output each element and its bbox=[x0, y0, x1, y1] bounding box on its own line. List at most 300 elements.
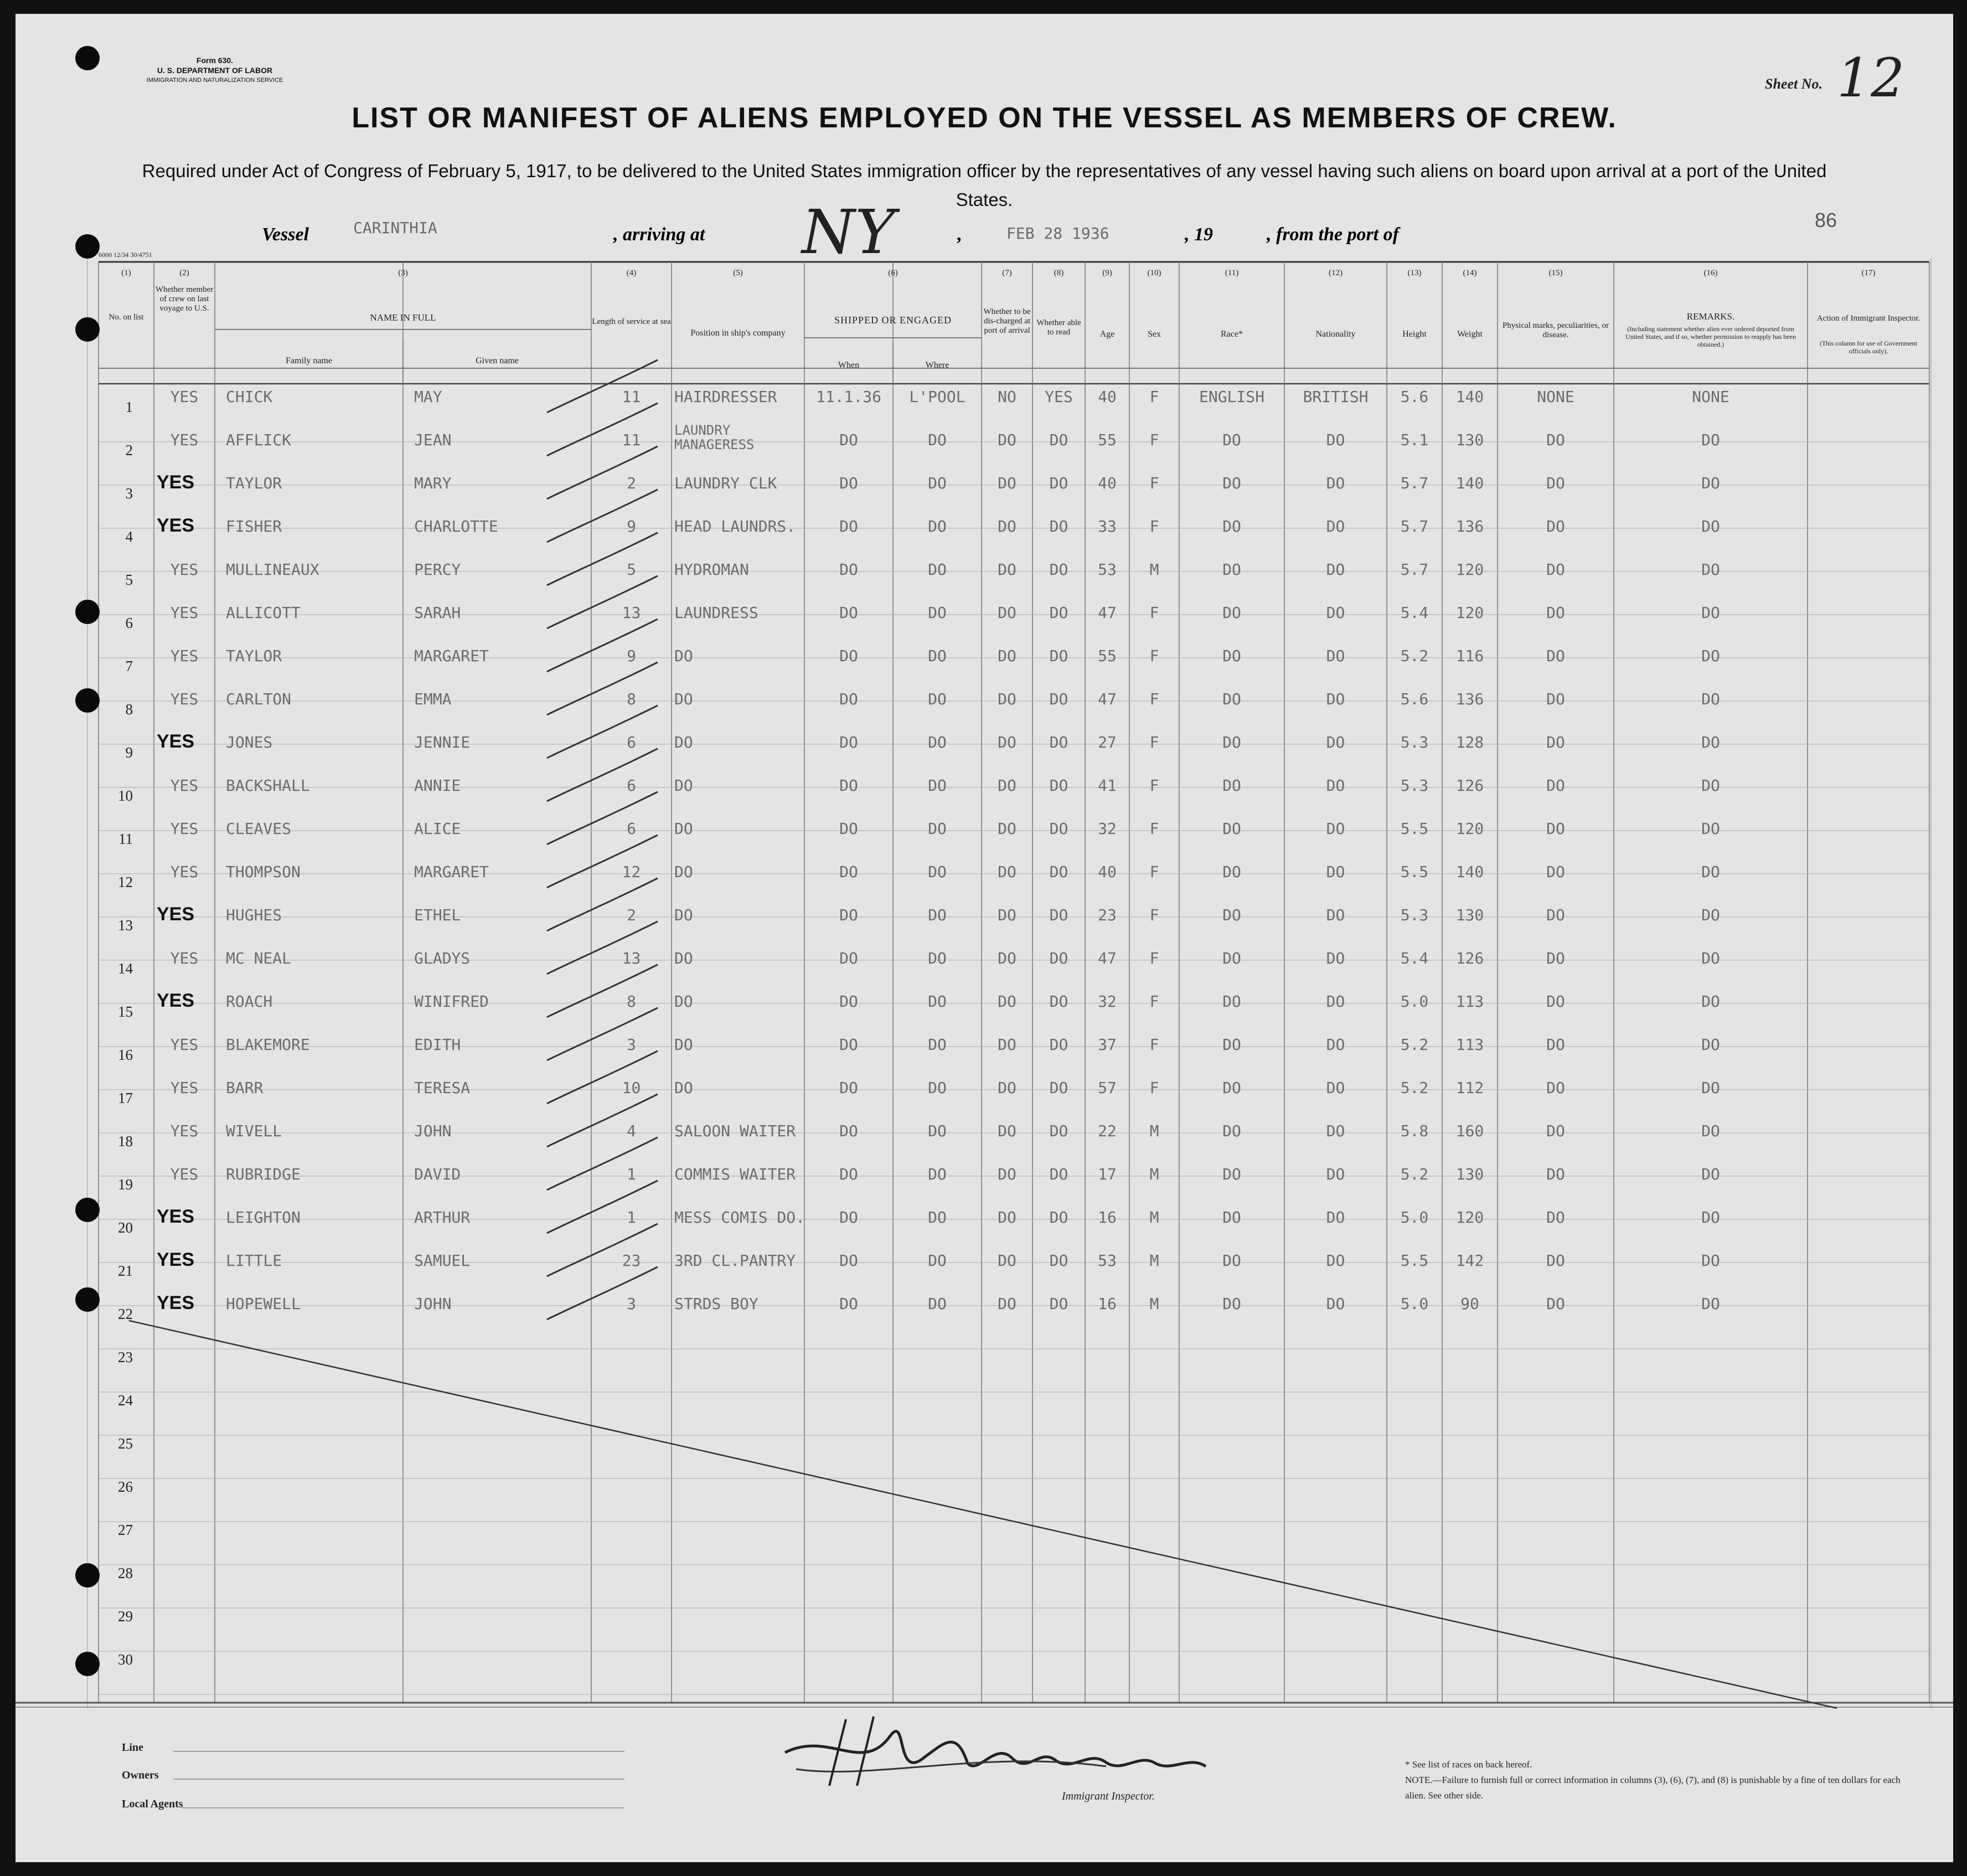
cell-given: MAY bbox=[414, 388, 442, 406]
cell-nationality: DO bbox=[1326, 560, 1345, 579]
cell-position: STRDS BOY bbox=[674, 1295, 758, 1313]
footnote-note bbox=[1405, 1757, 1903, 1803]
cell-where: DO bbox=[928, 690, 947, 708]
cell-when: DO bbox=[839, 1165, 858, 1183]
cell-read: DO bbox=[1049, 733, 1068, 751]
cell-where: DO bbox=[928, 517, 947, 535]
cell-race: DO bbox=[1222, 517, 1241, 535]
cell-remarks: NONE bbox=[1692, 388, 1729, 406]
yes-stamp: YES bbox=[157, 472, 195, 493]
cell-sex: F bbox=[1149, 992, 1159, 1011]
col-num-5: (5) bbox=[733, 269, 743, 277]
from-port-label: , from the port of bbox=[1267, 224, 1399, 245]
cell-remarks: DO bbox=[1701, 1208, 1720, 1226]
cell-nationality: DO bbox=[1326, 733, 1345, 751]
cell-age: 53 bbox=[1098, 1251, 1117, 1270]
line-number-86: 86 bbox=[1815, 209, 1837, 231]
vessel-name: CARINTHIA bbox=[353, 219, 437, 237]
row-number: 24 bbox=[118, 1392, 133, 1409]
punch-hole bbox=[75, 317, 100, 342]
cell-where: DO bbox=[928, 560, 947, 579]
cell-discharged: DO bbox=[998, 1122, 1016, 1140]
cell-marks: DO bbox=[1546, 431, 1565, 449]
local-agents-label: Local Agents bbox=[122, 1798, 183, 1810]
cell-service: 8 bbox=[627, 992, 636, 1011]
cell-read: DO bbox=[1049, 517, 1068, 535]
cell-position: DO bbox=[674, 992, 693, 1011]
cell-nationality: DO bbox=[1326, 863, 1345, 881]
cell-service: 5 bbox=[627, 560, 636, 579]
cell-where: DO bbox=[928, 474, 947, 492]
cell-age: 40 bbox=[1098, 388, 1117, 406]
cell-where: DO bbox=[928, 647, 947, 665]
cell-age: 32 bbox=[1098, 820, 1117, 838]
row-number: 25 bbox=[118, 1435, 133, 1452]
cell-age: 57 bbox=[1098, 1079, 1117, 1097]
cell-read: DO bbox=[1049, 604, 1068, 622]
subtitle: Required under Act of Congress of February 5, 1917, to be delivered to the United States immigration officer by the representatives of any vessel having such aliens on board upon arrival at a port of the United States. bbox=[142, 161, 1827, 210]
cell-position: 3RD CL.PANTRY bbox=[674, 1251, 796, 1270]
cell-sex: F bbox=[1149, 474, 1159, 492]
cell-race: DO bbox=[1222, 992, 1241, 1011]
col-header-weight: Weight bbox=[1457, 329, 1483, 339]
cell-discharged: DO bbox=[998, 517, 1016, 535]
cell-marks: DO bbox=[1546, 1251, 1565, 1270]
cell-race: DO bbox=[1222, 820, 1241, 838]
cell-marks: DO bbox=[1546, 560, 1565, 579]
cell-height: 5.7 bbox=[1400, 517, 1429, 535]
cell-position: DO bbox=[674, 690, 693, 708]
col-header-race: Race* bbox=[1221, 329, 1243, 339]
cell-sex: M bbox=[1149, 560, 1159, 579]
cell-race: DO bbox=[1222, 1035, 1241, 1054]
cell-prev: YES bbox=[170, 820, 199, 838]
cell-nationality: DO bbox=[1326, 474, 1345, 492]
cell-prev: YES bbox=[170, 431, 199, 449]
cell-family: CARLTON bbox=[226, 690, 292, 708]
cell-remarks: DO bbox=[1701, 1251, 1720, 1270]
cell-age: 33 bbox=[1098, 517, 1117, 535]
cell-race: DO bbox=[1222, 1295, 1241, 1313]
cell-weight: 126 bbox=[1455, 776, 1484, 795]
cell-where: L'POOL bbox=[909, 388, 966, 406]
cell-discharged: DO bbox=[998, 1035, 1016, 1054]
cell-prev: YES bbox=[170, 647, 199, 665]
cell-position: DO bbox=[674, 906, 693, 924]
cell-discharged: DO bbox=[998, 1295, 1016, 1313]
cell-given: ARTHUR bbox=[414, 1208, 471, 1226]
cell-weight: 120 bbox=[1455, 560, 1484, 579]
cell-when: DO bbox=[839, 690, 858, 708]
cell-age: 47 bbox=[1098, 690, 1117, 708]
row-number: 19 bbox=[118, 1176, 133, 1193]
cell-where: DO bbox=[928, 1165, 947, 1183]
col-num-16: (16) bbox=[1703, 269, 1718, 277]
col-header-remarks-note: (Including statement whether alien ever ordered deported from United States, and if so, whether permission to reapply has been obtained.) bbox=[1625, 325, 1796, 348]
cell-sex: F bbox=[1149, 431, 1159, 449]
col-header-where: Where bbox=[925, 360, 949, 370]
cell-service: 11 bbox=[622, 431, 641, 449]
yes-stamp: YES bbox=[157, 731, 195, 752]
cell-given: MARY bbox=[414, 474, 452, 492]
cell-read: DO bbox=[1049, 1251, 1068, 1270]
row-number: 28 bbox=[118, 1565, 133, 1581]
yes-stamp: YES bbox=[157, 515, 195, 536]
col-header-discharged: Whether to be dis-charged at port of arrival bbox=[983, 307, 1031, 335]
cell-nationality: DO bbox=[1326, 647, 1345, 665]
cell-sex: F bbox=[1149, 647, 1159, 665]
cell-service: 9 bbox=[627, 647, 636, 665]
cell-height: 5.2 bbox=[1400, 1079, 1429, 1097]
cell-remarks: DO bbox=[1701, 604, 1720, 622]
cell-weight: 128 bbox=[1455, 733, 1484, 751]
cell-age: 16 bbox=[1098, 1295, 1117, 1313]
cell-family: LITTLE bbox=[226, 1251, 282, 1270]
cell-family: HOPEWELL bbox=[226, 1295, 301, 1313]
cell-family: AFFLICK bbox=[226, 431, 292, 449]
cell-age: 32 bbox=[1098, 992, 1117, 1011]
col-header-sex: Sex bbox=[1148, 329, 1161, 339]
cell-weight: 116 bbox=[1455, 647, 1484, 665]
sheet-number: 12 bbox=[1837, 47, 1905, 109]
cell-nationality: DO bbox=[1326, 1251, 1345, 1270]
footnote-penalty: NOTE.—Failure to furnish full or correct information in columns (3), (6), (7), and (8) is punishable by a fine of ten dollars for each alien. See other side. bbox=[1405, 1775, 1901, 1801]
col-num-8: (8) bbox=[1054, 269, 1064, 277]
cell-race: DO bbox=[1222, 776, 1241, 795]
footnote-races: * See list of races on back hereof. bbox=[1405, 1759, 1532, 1770]
cell-discharged: DO bbox=[998, 1251, 1016, 1270]
cell-family: MULLINEAUX bbox=[226, 560, 319, 579]
cell-family: CHICK bbox=[226, 388, 273, 406]
rule-line bbox=[129, 1321, 1837, 1708]
cell-discharged: DO bbox=[998, 1079, 1016, 1097]
cell-service: 23 bbox=[622, 1251, 641, 1270]
col-num-6: (6) bbox=[888, 269, 898, 277]
col-header-no: No. on list bbox=[109, 313, 144, 322]
col-num-17: (17) bbox=[1861, 269, 1876, 277]
cell-where: DO bbox=[928, 1208, 947, 1226]
cell-sex: F bbox=[1149, 820, 1159, 838]
row-number: 4 bbox=[125, 528, 133, 545]
cell-weight: 140 bbox=[1455, 474, 1484, 492]
cell-where: DO bbox=[928, 863, 947, 881]
cell-weight: 140 bbox=[1455, 863, 1484, 881]
cell-given: JOHN bbox=[414, 1295, 452, 1313]
cell-race: DO bbox=[1222, 906, 1241, 924]
cell-age: 40 bbox=[1098, 863, 1117, 881]
comma-separator: , bbox=[957, 224, 962, 245]
cell-given: WINIFRED bbox=[414, 992, 489, 1011]
cell-nationality: DO bbox=[1326, 1079, 1345, 1097]
cell-remarks: DO bbox=[1701, 517, 1720, 535]
col-num-9: (9) bbox=[1102, 269, 1112, 277]
cell-read: DO bbox=[1049, 863, 1068, 881]
row-number: 21 bbox=[118, 1262, 133, 1279]
cell-read: DO bbox=[1049, 474, 1068, 492]
cell-when: DO bbox=[839, 906, 858, 924]
cell-where: DO bbox=[928, 949, 947, 967]
cell-read: DO bbox=[1049, 906, 1068, 924]
cell-nationality: DO bbox=[1326, 1165, 1345, 1183]
col-num-15: (15) bbox=[1548, 269, 1563, 277]
col-header-action: Action of Immigrant Inspector. bbox=[1816, 314, 1920, 323]
cell-race: DO bbox=[1222, 949, 1241, 967]
cell-family: MC NEAL bbox=[226, 949, 292, 967]
cell-discharged: DO bbox=[998, 431, 1016, 449]
cell-discharged: DO bbox=[998, 1165, 1016, 1183]
cell-race: DO bbox=[1222, 1122, 1241, 1140]
punch-hole bbox=[75, 234, 100, 259]
cell-nationality: DO bbox=[1326, 776, 1345, 795]
cell-age: 47 bbox=[1098, 949, 1117, 967]
form-number: Form 630. bbox=[196, 56, 234, 65]
cell-sex: M bbox=[1149, 1251, 1159, 1270]
row-number: 23 bbox=[118, 1349, 133, 1365]
cell-age: 23 bbox=[1098, 906, 1117, 924]
row-number: 2 bbox=[125, 442, 133, 458]
cell-given: EMMA bbox=[414, 690, 452, 708]
punch-hole bbox=[75, 46, 100, 70]
cell-height: 5.1 bbox=[1400, 431, 1429, 449]
cell-height: 5.0 bbox=[1400, 992, 1429, 1011]
cell-position: LAUNDRY MANAGERESS bbox=[674, 422, 755, 452]
cell-height: 5.6 bbox=[1400, 388, 1429, 406]
cell-height: 5.2 bbox=[1400, 1035, 1429, 1054]
cell-sex: F bbox=[1149, 604, 1159, 622]
row-number: 22 bbox=[118, 1306, 133, 1322]
cell-prev: YES bbox=[170, 1165, 199, 1183]
cell-weight: 120 bbox=[1455, 1208, 1484, 1226]
cell-position: LAUNDRY CLK bbox=[674, 474, 777, 492]
cell-discharged: DO bbox=[998, 733, 1016, 751]
cell-marks: DO bbox=[1546, 1295, 1565, 1313]
cell-when: DO bbox=[839, 517, 858, 535]
cell-height: 5.3 bbox=[1400, 906, 1429, 924]
cell-given: ALICE bbox=[414, 820, 461, 838]
cell-service: 13 bbox=[622, 949, 641, 967]
cell-given: SAMUEL bbox=[414, 1251, 471, 1270]
cell-where: DO bbox=[928, 1035, 947, 1054]
col-num-14: (14) bbox=[1463, 269, 1477, 277]
punch-hole bbox=[75, 1563, 100, 1588]
cell-age: 16 bbox=[1098, 1208, 1117, 1226]
cell-family: TAYLOR bbox=[226, 647, 282, 665]
cell-race: DO bbox=[1222, 431, 1241, 449]
arrival-date: FEB 28 1936 bbox=[1006, 224, 1109, 243]
cell-remarks: DO bbox=[1701, 1079, 1720, 1097]
cell-given: ANNIE bbox=[414, 776, 461, 795]
cell-sex: M bbox=[1149, 1165, 1159, 1183]
col-num-12: (12) bbox=[1329, 269, 1343, 277]
cell-discharged: DO bbox=[998, 647, 1016, 665]
col-num-10: (10) bbox=[1147, 269, 1161, 277]
cell-marks: DO bbox=[1546, 776, 1565, 795]
cell-sex: F bbox=[1149, 863, 1159, 881]
cell-race: DO bbox=[1222, 1208, 1241, 1226]
col-header-given: Given name bbox=[476, 356, 519, 365]
cell-service: 10 bbox=[622, 1079, 641, 1097]
cell-weight: 90 bbox=[1460, 1295, 1479, 1313]
yes-stamp: YES bbox=[157, 1292, 195, 1313]
col-header-when: When bbox=[838, 360, 860, 370]
cell-height: 5.8 bbox=[1400, 1122, 1429, 1140]
cell-position: DO bbox=[674, 1079, 693, 1097]
cell-marks: DO bbox=[1546, 474, 1565, 492]
cell-where: DO bbox=[928, 604, 947, 622]
col-header-remarks: REMARKS. bbox=[1686, 311, 1735, 322]
punch-hole bbox=[75, 688, 100, 713]
col-num-1: (1) bbox=[121, 269, 131, 277]
cell-family: ROACH bbox=[226, 992, 273, 1011]
col-header-age: Age bbox=[1099, 329, 1115, 339]
cell-when: DO bbox=[839, 863, 858, 881]
cell-service: 6 bbox=[627, 776, 636, 795]
col-header-family: Family name bbox=[286, 356, 332, 365]
cell-position: DO bbox=[674, 949, 693, 967]
cell-position: DO bbox=[674, 863, 693, 881]
cell-weight: 160 bbox=[1455, 1122, 1484, 1140]
cell-prev: YES bbox=[170, 388, 199, 406]
cell-marks: DO bbox=[1546, 733, 1565, 751]
cell-nationality: DO bbox=[1326, 1295, 1345, 1313]
cell-when: DO bbox=[839, 560, 858, 579]
cell-when: DO bbox=[839, 1079, 858, 1097]
cell-position: HAIRDRESSER bbox=[674, 388, 777, 406]
row-number: 27 bbox=[118, 1522, 133, 1538]
cell-marks: DO bbox=[1546, 647, 1565, 665]
yes-stamp: YES bbox=[157, 904, 195, 925]
col-header-height: Height bbox=[1402, 329, 1427, 339]
cell-position: DO bbox=[674, 1035, 693, 1054]
cell-height: 5.2 bbox=[1400, 1165, 1429, 1183]
cell-family: BLAKEMORE bbox=[226, 1035, 310, 1054]
cell-remarks: DO bbox=[1701, 431, 1720, 449]
cell-discharged: DO bbox=[998, 474, 1016, 492]
cell-nationality: DO bbox=[1326, 431, 1345, 449]
cell-when: DO bbox=[839, 776, 858, 795]
cell-read: DO bbox=[1049, 820, 1068, 838]
cell-where: DO bbox=[928, 431, 947, 449]
cell-weight: 120 bbox=[1455, 604, 1484, 622]
col-header-name: NAME IN FULL bbox=[370, 312, 436, 323]
cell-read: DO bbox=[1049, 690, 1068, 708]
cell-marks: DO bbox=[1546, 906, 1565, 924]
cell-race: DO bbox=[1222, 604, 1241, 622]
year-label: , 19 bbox=[1185, 224, 1213, 245]
cell-where: DO bbox=[928, 733, 947, 751]
cell-remarks: DO bbox=[1701, 1035, 1720, 1054]
cell-family: THOMPSON bbox=[226, 863, 301, 881]
cell-remarks: DO bbox=[1701, 1165, 1720, 1183]
cell-service: 6 bbox=[627, 733, 636, 751]
cell-discharged: DO bbox=[998, 1208, 1016, 1226]
department-name: U. S. DEPARTMENT OF LABOR bbox=[157, 66, 273, 75]
cell-given: CHARLOTTE bbox=[414, 517, 498, 535]
cell-marks: DO bbox=[1546, 517, 1565, 535]
cell-weight: 130 bbox=[1455, 906, 1484, 924]
cell-read: DO bbox=[1049, 431, 1068, 449]
cell-read: YES bbox=[1045, 388, 1073, 406]
cell-sex: F bbox=[1149, 906, 1159, 924]
cell-nationality: DO bbox=[1326, 517, 1345, 535]
cell-sex: F bbox=[1149, 388, 1159, 406]
row-number: 16 bbox=[118, 1047, 133, 1063]
row-number: 3 bbox=[125, 485, 133, 502]
cell-remarks: DO bbox=[1701, 733, 1720, 751]
cell-sex: F bbox=[1149, 733, 1159, 751]
cell-position: LAUNDRESS bbox=[674, 604, 758, 622]
cell-read: DO bbox=[1049, 647, 1068, 665]
cell-when: DO bbox=[839, 820, 858, 838]
row-number: 17 bbox=[118, 1090, 133, 1106]
page-title: LIST OR MANIFEST OF ALIENS EMPLOYED ON THE VESSEL AS MEMBERS OF CREW. bbox=[352, 102, 1617, 134]
cell-race: DO bbox=[1222, 560, 1241, 579]
cell-nationality: BRITISH bbox=[1303, 388, 1369, 406]
row-number: 30 bbox=[118, 1651, 133, 1668]
cell-given: ETHEL bbox=[414, 906, 461, 924]
cell-given: PERCY bbox=[414, 560, 461, 579]
cell-position: DO bbox=[674, 820, 693, 838]
cell-given: TERESA bbox=[414, 1079, 471, 1097]
cell-position: DO bbox=[674, 733, 693, 751]
cell-height: 5.7 bbox=[1400, 474, 1429, 492]
row-number: 26 bbox=[118, 1478, 133, 1495]
service-name: IMMIGRATION AND NATURALIZATION SERVICE bbox=[146, 77, 283, 84]
arrival-port-handwritten: NY bbox=[802, 197, 895, 267]
cell-height: 5.5 bbox=[1400, 820, 1429, 838]
cell-height: 5.4 bbox=[1400, 949, 1429, 967]
cell-read: DO bbox=[1049, 1295, 1068, 1313]
cell-remarks: DO bbox=[1701, 863, 1720, 881]
row-number: 20 bbox=[118, 1219, 133, 1236]
cell-discharged: DO bbox=[998, 949, 1016, 967]
punch-hole bbox=[75, 1287, 100, 1312]
cell-given: MARGARET bbox=[414, 863, 489, 881]
cell-prev: YES bbox=[170, 776, 199, 795]
cell-given: JENNIE bbox=[414, 733, 471, 751]
cell-age: 22 bbox=[1098, 1122, 1117, 1140]
row-number: 9 bbox=[125, 744, 133, 761]
cell-age: 17 bbox=[1098, 1165, 1117, 1183]
cell-remarks: DO bbox=[1701, 949, 1720, 967]
cell-family: BACKSHALL bbox=[226, 776, 310, 795]
col-num-7: (7) bbox=[1002, 269, 1012, 277]
cell-race: DO bbox=[1222, 690, 1241, 708]
cell-service: 3 bbox=[627, 1295, 636, 1313]
cell-nationality: DO bbox=[1326, 1122, 1345, 1140]
cell-when: DO bbox=[839, 1295, 858, 1313]
col-header-member: Whether member of crew on last voyage to U.S. bbox=[155, 285, 214, 313]
cell-prev: YES bbox=[170, 604, 199, 622]
cell-nationality: DO bbox=[1326, 1035, 1345, 1054]
row-number: 5 bbox=[125, 571, 133, 588]
cell-prev: YES bbox=[170, 1035, 199, 1054]
punch-hole bbox=[75, 1198, 100, 1222]
cell-when: DO bbox=[839, 1035, 858, 1054]
cell-nationality: DO bbox=[1326, 604, 1345, 622]
cell-when: DO bbox=[839, 949, 858, 967]
cell-remarks: DO bbox=[1701, 1122, 1720, 1140]
cell-weight: 112 bbox=[1455, 1079, 1484, 1097]
cell-read: DO bbox=[1049, 1035, 1068, 1054]
row-number: 14 bbox=[118, 960, 133, 977]
cell-marks: DO bbox=[1546, 604, 1565, 622]
cell-prev: YES bbox=[170, 863, 199, 881]
cell-marks: DO bbox=[1546, 1208, 1565, 1226]
cell-given: SARAH bbox=[414, 604, 461, 622]
cell-remarks: DO bbox=[1701, 1295, 1720, 1313]
line-label: Line bbox=[122, 1741, 143, 1754]
